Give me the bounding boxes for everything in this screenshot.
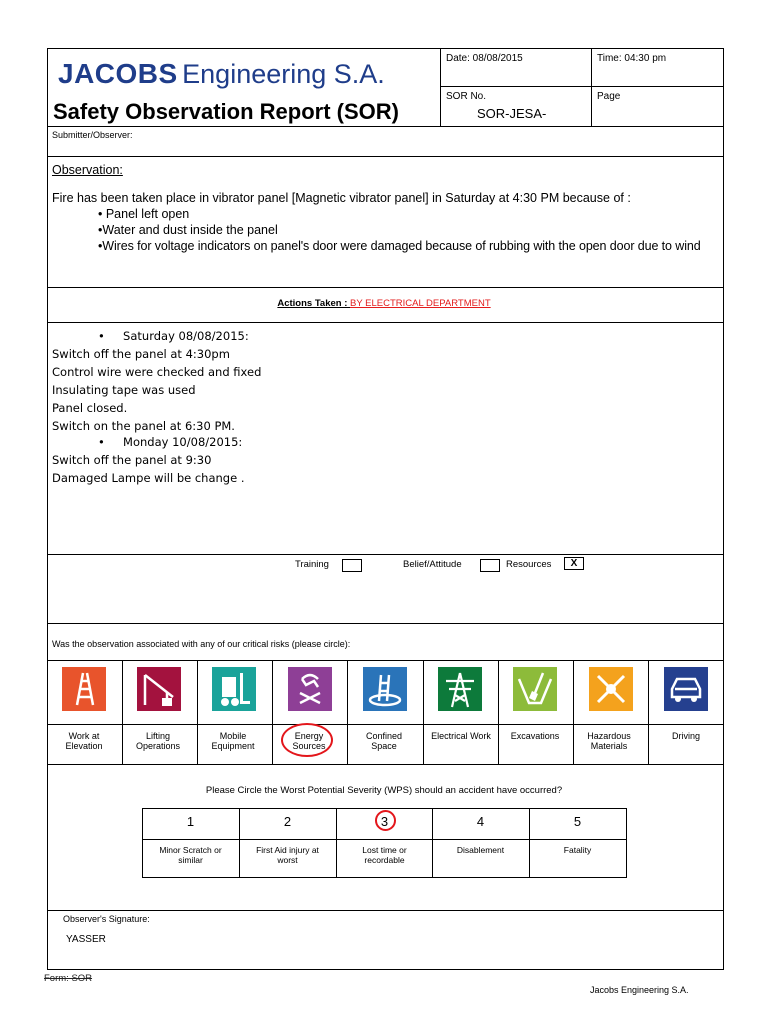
action-line: Switch off the panel at 9:30 bbox=[52, 453, 212, 467]
risk-label-confined-space: Confined Space bbox=[365, 731, 403, 751]
severity-level-1[interactable]: 1 bbox=[186, 814, 195, 829]
observation-bullet: • Panel left open bbox=[98, 207, 190, 221]
severity-label: First Aid injury at worst bbox=[256, 845, 319, 865]
action-line-saturday: • Saturday 08/08/2015: bbox=[98, 329, 249, 343]
severity-level-5[interactable]: 5 bbox=[573, 814, 582, 829]
action-line: Switch on the panel at 6:30 PM. bbox=[52, 419, 235, 433]
brand-name: JACOBS bbox=[58, 58, 178, 89]
page-title: Safety Observation Report (SOR) bbox=[53, 99, 399, 124]
action-line: Panel closed. bbox=[52, 401, 128, 415]
severity-level-4[interactable]: 4 bbox=[476, 814, 485, 829]
training-label: Training bbox=[295, 559, 329, 570]
confined-space-icon[interactable] bbox=[363, 667, 407, 711]
form-code: Form: SOR bbox=[44, 973, 93, 984]
risk-label-driving: Driving bbox=[671, 731, 700, 741]
risk-label-hazardous-materials: Hazardous Materials bbox=[587, 731, 631, 751]
hazard-icon[interactable] bbox=[589, 667, 633, 711]
severity-selection-circle bbox=[375, 810, 396, 831]
crane-icon[interactable] bbox=[137, 667, 181, 711]
footer-company: Jacobs Engineering S.A. bbox=[590, 985, 689, 995]
car-icon[interactable] bbox=[664, 667, 708, 711]
power-tower-icon[interactable] bbox=[438, 667, 482, 711]
sor-no-label: SOR No. bbox=[446, 91, 487, 102]
severity-question: Please Circle the Worst Potential Severity (WPS) should an accident have occurred? bbox=[205, 785, 563, 796]
risk-label-excavations: Excavations bbox=[510, 731, 560, 741]
sor-no-value: SOR-JESA- bbox=[477, 106, 547, 121]
severity-label: Fatality bbox=[563, 845, 592, 855]
actions-department: BY ELECTRICAL DEPARTMENT bbox=[350, 298, 491, 309]
observation-intro: Fire has been taken place in vibrator panel [Magnetic vibrator panel] in Saturday at 4:30 PM because of : bbox=[52, 191, 631, 205]
risk-label-lifting-operations: Lifting Operations bbox=[135, 731, 181, 751]
actions-heading bbox=[0, 298, 768, 309]
action-line: Insulating tape was used bbox=[52, 383, 196, 397]
observation-heading: Observation: bbox=[52, 163, 123, 177]
resources-label: Resources bbox=[506, 559, 552, 570]
signature-label: Observer's Signature: bbox=[63, 914, 150, 924]
observation-bullet: •Wires for voltage indicators on panel's door were damaged because of rubbing with the open door due to wind bbox=[98, 239, 701, 253]
critical-risks-question: Was the observation associated with any of our critical risks (please circle): bbox=[52, 639, 351, 649]
risk-label-electrical-work: Electrical Work bbox=[431, 731, 491, 741]
actions-heading-label: Actions Taken : bbox=[277, 298, 351, 309]
ladder-icon[interactable] bbox=[62, 667, 106, 711]
action-line: Damaged Lampe will be change . bbox=[52, 471, 245, 485]
resources-checkbox[interactable]: X bbox=[564, 557, 584, 570]
action-line: Control wire were checked and fixed bbox=[52, 365, 262, 379]
action-line-monday: • Monday 10/08/2015: bbox=[98, 435, 243, 449]
risk-label-energy-sources: Energy Sources bbox=[292, 731, 326, 751]
signature-name: YASSER bbox=[66, 934, 106, 945]
severity-label: Minor Scratch or similar bbox=[159, 845, 222, 865]
observation-bullet: •Water and dust inside the panel bbox=[98, 223, 278, 237]
risk-label-mobile-equipment: Mobile Equipment bbox=[211, 731, 255, 751]
time-field: Time: 04:30 pm bbox=[597, 53, 667, 64]
risk-label-work-at-elevation: Work at Elevation bbox=[65, 731, 103, 751]
shovel-icon[interactable] bbox=[513, 667, 557, 711]
training-checkbox[interactable] bbox=[342, 559, 362, 572]
brand-suffix: Engineering S.A. bbox=[182, 59, 385, 89]
action-line: Switch off the panel at 4:30pm bbox=[52, 347, 230, 361]
risk-selection-circle bbox=[281, 723, 333, 757]
severity-level-3[interactable]: 3 bbox=[380, 814, 389, 829]
date-field: Date: 08/08/2015 bbox=[446, 53, 523, 64]
severity-label: Disablement bbox=[456, 845, 505, 855]
severity-level-2[interactable]: 2 bbox=[283, 814, 292, 829]
belief-label: Belief/Attitude bbox=[403, 559, 462, 570]
forklift-icon[interactable] bbox=[212, 667, 256, 711]
belief-checkbox[interactable] bbox=[480, 559, 500, 572]
severity-label: Lost time or recordable bbox=[362, 845, 407, 865]
submitter-label: Submitter/Observer: bbox=[52, 130, 133, 140]
company-logo bbox=[58, 58, 385, 90]
page-label: Page bbox=[597, 91, 621, 102]
energy-icon[interactable] bbox=[288, 667, 332, 711]
